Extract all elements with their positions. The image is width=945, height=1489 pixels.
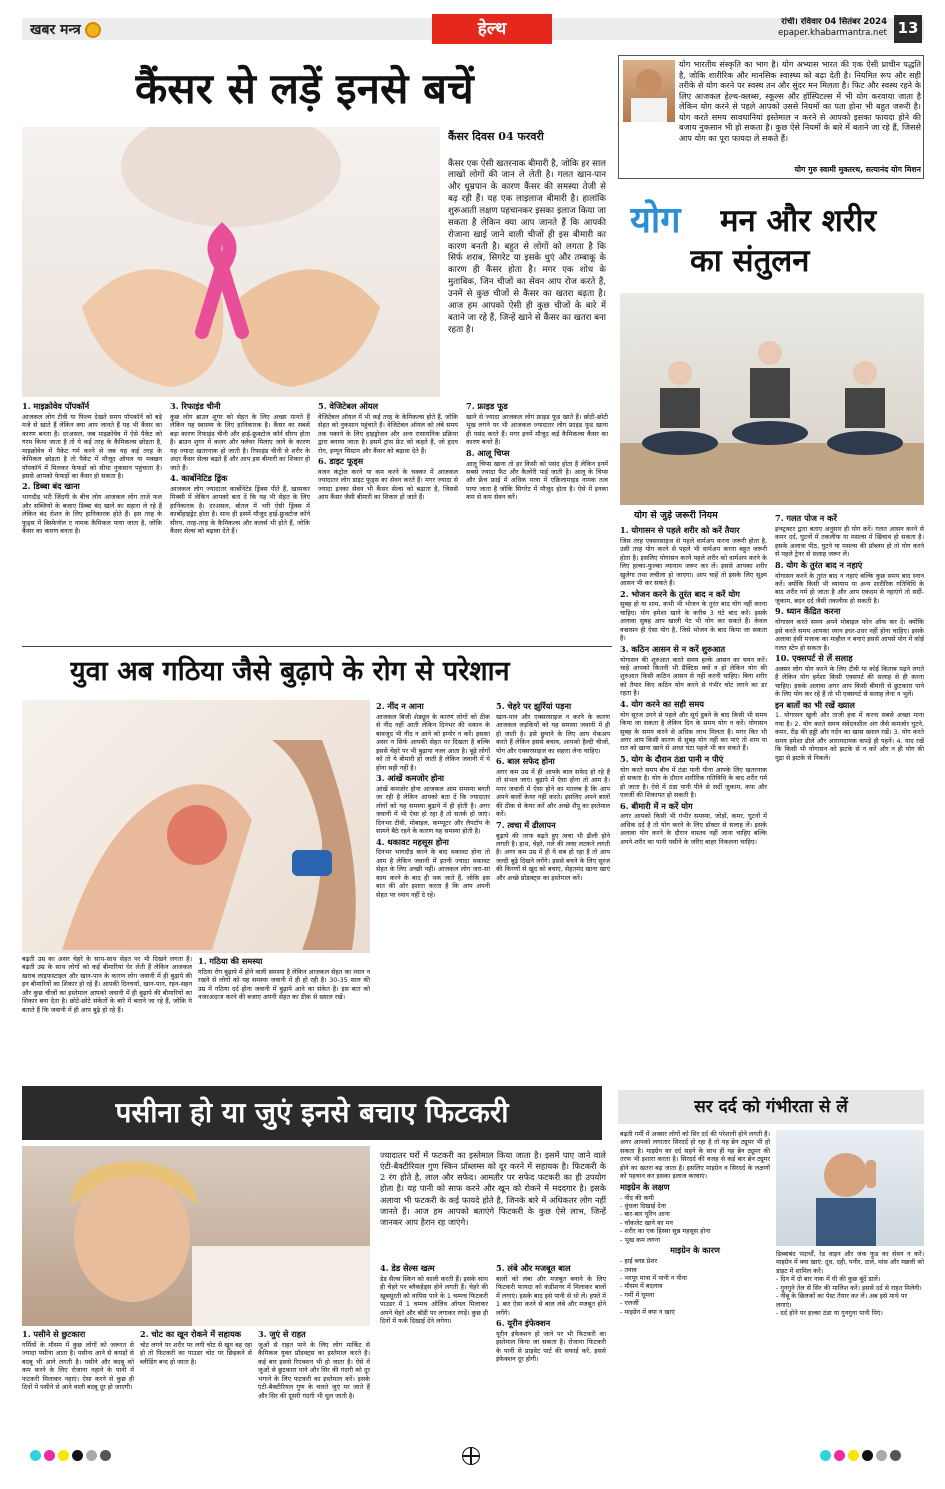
headache-cause: - गर्मी में घूमना <box>620 1290 655 1299</box>
yoga-rules-title: योग से जुड़े जरूरी नियम <box>634 510 718 521</box>
color-dots-right <box>820 1450 901 1461</box>
headache-col-1 <box>620 1130 770 1440</box>
cancer-item-text: आजकल लोग टीवी या फिल्म देखते समय पॉपकॉर्न को बड़े मजे से खाते हैं लेकिन क्या आप जानते हैं यह भी कैंसर का कारण बनता है। दरअसल, जब माइक्रोवेव में ऐसे पैकेट को गरम किया जाता है तो ये कई तरह के कैमिकल्स छोड़ता है, माइक्रोवेव में पैकेट गर्म करने से जब यह कई तरह के केमिकल छोड़ता है तो पैकेट में मौजूद ऑयल या मक्खन पॉपकॉर्न में मिलकर फेफड़ों को सीधा नुकसान पहुंचाता है। इससे आपको फेफड़ों का कैंसर हो सकता है। <box>22 412 162 481</box>
sweat-headline: पसीना हो या जुएं इनसे बचाए फिटकरी <box>115 1095 509 1129</box>
masthead <box>22 12 924 46</box>
yoga-headline-line2: मन और शरीर <box>720 203 877 239</box>
woman-spa-icon <box>22 1146 370 1326</box>
yoga-rule-heading: 2. भोजन करने के तुरंत बाद न करें योग <box>620 588 740 599</box>
sweat-col-3 <box>258 1328 370 1438</box>
sweat-item-text: गर्मियों के मौसम में कुछ लोगों को जरूरत से ज्यादा पसीना आता है। पसीना आने से कपड़ों से बदबू भी आने लगती है। पसीने और बदबू को कम करने के लिए रोजाना नहाने के पानी में फटकरी मिलाकर नहाएं। ऐसा करने से कुछ ही दिनों में पसीने से आने वाली बदबू दूर हो जाएगी। <box>22 1340 134 1392</box>
arthritis-item-text: दिनभर भागदौड़ करने के बाद थकावट होना तो आम है लेकिन जवानी में इतनी ज्यादा थकावट सेहत के लिए अच्छी नहीं। आजकल लोग जरा-सा काम करने के बाद ही थक जाते हैं, जोकि इस बात की ओर इशारा करता है कि आप अपनी सेहत पर ध्यान नहीं दे रहे। <box>376 848 490 899</box>
sweat-col-5 <box>496 1262 606 1438</box>
headache-remedy: - दर्द होने पर हल्का ठंडा या गुनगुना पानी पिएं। <box>776 1309 883 1318</box>
sweat-item-heading: 1. पसीने से छुटकारा <box>22 1329 86 1339</box>
yoga-rule-heading: 1. योगासन से पहले शरीर को करें तैयार <box>620 525 740 535</box>
headache-remedy: - गुनगुने तेल से सिर की मालिश करें। इससे दर्द से राहत मिलेगी। <box>776 1283 922 1292</box>
yoga-rule-heading: 3. कठिन आसन से न करें शुरुआत <box>620 643 726 654</box>
yoga-quote-box <box>618 55 924 179</box>
yoga-quote: योग भारतीय संस्कृति का भाग है। योग अभ्यास भारत की एक ऐसी प्राचीन पद्धति है, जोकि शारीरिक और मानसिक स्वास्थ्य को बढ़ा देती है। नियमित रूप और सही तरीके से योग करने पर स्वस्थ तन और सुंदर मन मिलता है। फिट और स्वस्थ रहने के लिए आजकल हेल्थ-क्लब्स, स्कूल्स और हॉस्पिटल्स में भी योग करवाया जाता है लेकिन योग करने से पहले आपको उससे नियमों का पता होना भी बहुत जरूरी है। योग करते समय सावधानियां इस्तेमाल न करने से आपको इसका फायदा होने की बजाय नुकसान भी हो सकता है। कुछ ऐसे नियमों के बारे में बताने जा रहे हैं, जिससे आप योग का पूरा फायदा ले सकते हैं। <box>679 59 921 143</box>
page-number: 13 <box>894 15 922 43</box>
cancer-item-heading: 6. डाइट फूड्स <box>318 456 364 467</box>
yoga-rule-heading: 8. योग के तुरंत बाद न नहाएं <box>775 559 863 570</box>
cancer-intro-box <box>448 130 606 400</box>
cancer-items <box>22 400 608 645</box>
yoga-rule-text: अगर आपको किसी भी गंभीर समस्या, जोड़ों, कमर, घुटनों में अधिक दर्द है तो योग करने के लिए डॉक्टर से सलाह लें। इसके अलावा योग करने के दौरान वास्तव नहीं जाना चाहिए बल्कि अपने शरीर का पानी पसीने के जरिए बाहर निकलना चाहिए। <box>620 812 767 846</box>
cancer-col-1 <box>22 400 162 645</box>
arthritis-item-heading: 2. नींद न आना <box>376 701 424 711</box>
color-dots-left <box>30 1450 111 1461</box>
yoga-rule-text: 1. योगासन खुली और ताजी हवा में करना सबसे अच्छा माना गया है। 2. योग करते समय संवेदनशील अंग जैसे कमजोर घुटने, कमर, रीढ़ की हड्डी और गर्दन का खास ख्याल रखें। 3. योग करते समय हमेशा ढीले और आरामदायक कपड़े ही पहनें। 4. याद रखें कि किसी भी योगासन को झटके से न करें और न ही योग की मुद्रा से झटके से निकलें। <box>775 711 924 762</box>
headache-cause: - हाई ब्लड प्रेशर <box>620 1257 658 1266</box>
cancer-item-heading: 4. कार्बोनेटिड ड्रिंक <box>170 473 228 484</box>
sweat-banner <box>22 1086 602 1140</box>
arthritis-col-b <box>198 955 370 1075</box>
registration-crosshair-icon <box>462 1447 480 1465</box>
yoga-rules-col-2 <box>775 512 924 1082</box>
headache-sign: - नींद की कमी <box>620 1193 654 1202</box>
arthritis-item-text: खान-पान और एक्सरसाइज न करने के कारण आजकल लड़कियों को यह समस्या जवानी में ही हो जाती है। इसे छुपाने के लिए आप मेकअप करते हैं लेकिन इससे बचाव, आपको हैल्दी चीजों, योग और एक्सरसाइज का सहारा लेना चाहिए। <box>496 712 610 755</box>
dateline: रांची। रविवार 04 सितंबर 2024 <box>781 17 887 27</box>
sweat-item-heading: 4. डेड सेल्स खत्म <box>380 1263 435 1273</box>
cancer-headline: कैंसर से लड़ें इनसे बचें <box>135 64 474 113</box>
yoga-headline-line3: का संतुलन <box>690 243 810 279</box>
cancer-item-heading: 7. फ्राइड फूड <box>466 401 508 411</box>
cancer-item-text: आजकल लोग ज्यादातर कार्बोनेटेड ड्रिंक्स पीते हैं, खासकर मिक्सी में लेकिन आपको बता दें कि यह भी सेहत के लिए हानिकारक है। दरअसल, बोतल में भरी ऐसी ड्रिंक्स में कार्बोहाइड्रेट होता है। साथ ही इसमें मौजूद हाई-फ्रुक्टोज कॉर्न सीरप, तरह-तरह के कैमिकल्स और कलर्स भी होते हैं, जोकि कैंसर सेल्स को बढ़ावा देते हैं। <box>170 484 310 536</box>
yoga-rule-text: सुबह हो या शाम, कभी भी भोजन के तुरंत बाद योग नहीं करना चाहिए। योग हमेशा खाने के करीब 3 घंटे बाद करें। इसके अलावा सुबह आप खाली पेट भी योग कर सकते हैं। केवल वज्रासन ही ऐसा योग है, जिसे भोजन के बाद किया जा सकता है। <box>620 600 767 643</box>
headache-causes-title: माइग्रेन के कारण <box>670 1245 720 1256</box>
yoga-rule-heading: 6. बीमारी में न करें योग <box>620 800 693 811</box>
registration-dot <box>820 1450 831 1461</box>
yoga-rule-heading: 4. योग करने का सही समय <box>620 698 705 709</box>
headache-signs-title: माइग्रेन के लक्षण <box>620 1181 670 1192</box>
registration-dot <box>848 1450 859 1461</box>
arthritis-col-a <box>22 955 192 1075</box>
headache-sign: - बार-बार यूरिन आना <box>620 1210 670 1219</box>
registration-dot <box>100 1450 111 1461</box>
yoga-rules-col-1 <box>620 524 767 1082</box>
registration-dot <box>30 1450 41 1461</box>
yoga-rule-heading: 9. ध्यान केंद्रित करना <box>775 606 841 617</box>
sweat-item-text: यूरीन इंफेक्शन हो जाने पर भी फिटकरी का इस्तेमाल किया जा सकता है। रोजाना फिटकरी के पानी से प्राइवेट पार्ट की सफाई करें, इससे इंफेक्शन दूर होगी। <box>496 1329 606 1364</box>
yoga-photo <box>620 293 924 505</box>
yoga-author: योग गुरु स्वामी मुक्तरथ, सत्यानंद योग मिशन <box>794 165 921 174</box>
yoga-rule-heading: 10. एक्सपर्ट से लें सलाह <box>775 652 853 663</box>
cancer-item-text: वेजिटेबल ऑयल में भी कई तरह के केमिकल्स होते हैं, जोकि सेहत को नुकसान पहुंचाते हैं। वेजिटेबल ऑयल को लंबे समय तक पकाने के लिए हाइड्रोजन और अन्य रासायनिक प्रक्रिया द्वारा बनाया जाता है। इसमें ट्रांस फ्रेट को कहते हैं, जो हृदय रोग, इम्यून सिस्टम और कैंसर को बढ़ावा देते हैं। <box>318 412 458 455</box>
sweat-item-heading: 2. चोट का खून रोकने में सहायक <box>140 1329 241 1339</box>
knee-pain-photo <box>22 700 370 953</box>
sweat-item-heading: 3. जुएं से राहत <box>258 1329 306 1339</box>
cancer-item-heading: 5. वेजिटेबल ऑयल <box>318 401 379 411</box>
cancer-intro: कैंसर एक ऐसी खतरनाक बीमारी है, जोकि हर साल लाखों लोगों की जान ले लेती है। गलत खान-पान और धूम्रपान के कारण कैंसर की समस्या तेजी से बढ़ रही हैं। यह एक लाइलाज बीमारी है। हालांकि शुरूआती लक्षण पहचानकर इसका इलाज किया जा सकता है लेकिन क्या आप जानते हैं कि आपकी रोजाना खाई जाने वाली चीजों ही इस बीमारी का कारण बनती है। बहुत से लोगों को लगता है कि सिर्फ शराब, सिगरेट या इसके धुएं और तम्बाकू के कारण ही कैंसर होता है। मगर एक शोध के मुताबिक, जिन चीजों का सेवन आप रोज करते हैं, उनमें से कुछ चीजों से कैंसर का खतरा बढ़ता है। आज हम आपको ऐसी ही कुछ चीजों के बारे में बताने जा रहे हैं, जिन्हें खाने से कैंसर का खतरा बना रहता है। <box>448 158 606 335</box>
headache-headline: सर दर्द को गंभीरता से लें <box>694 1096 848 1117</box>
cancer-item-text: कुछ लोग ब्राउन शुगर को सेहत के लिए अच्छा मानते हैं लेकिन यह स्वास्थ्य के लिए हानिकारक है। कैंसर का सबसे बड़ा कारण रिफाइंड चीनी और हाई-फ्रुक्टोज कॉर्न सीरप होता है। ब्राउन शुगर में कलर और फ्लेवर मिलाए जाने के कारण यह ज्यादा खतरनाक हो जाती है। रिफाइंड चीनी से शरीर के अंदर कैंसर सेल्स बढ़ते हैं और आप इस बीमारी का शिकार हो जाते हैं। <box>170 412 310 472</box>
headache-photo <box>776 1130 924 1246</box>
cancer-item-heading: 2. डिब्बा बंद खाना <box>22 481 80 492</box>
sweat-col-2 <box>140 1328 252 1438</box>
yoga-rule-heading: इन बातों का भी रखें ख्याल <box>775 699 855 710</box>
man-headache-icon <box>776 1130 924 1246</box>
sweat-intro: ज्यादातर घरों में फटकरी का इस्तेमाल किया जाता है। इसमें पाए जाने वाले एंटी-बैक्टीरियल गुण स्किन प्रॉब्लम्स को दूर करने में सहायक है। फिटकरी के 2 रंग होते है, लाल और सफेद। आमतौर पर सफेद फटकरी का ही उपयोग होता है। यह पानी को साफ करने और खून को रोकने में मददगार है। इसके अलावा भी फटकरी के कई फायदे होते है, जिनके बारे में अधिकतर लोग नहीं जानते हैं। आज हम आपको बताएंगे फिटकरी के कुछ ऐसे लाभ, जिन्हें जानकर आप हैरान रह जाएंगे। <box>380 1150 606 1227</box>
headache-cause: - तनाव <box>620 1265 637 1274</box>
site-url: epaper.khabarmantra.net <box>778 28 887 39</box>
arthritis-item-text: गठिया रोग बुढ़ापे में होने वाली समस्या है लेकिन आजकल सेहत का ध्यान न रखने से लोगों को यह समस्या जवानी में ही हो रही है। 30-35 साल की उम्र में गठिया दर्द होना जवानी में बुढ़ापे आने का संकेत है। इस बात को नजरअंदाज करने की बजाए अपनी सेहत का ठीक से ख्याल रखें। <box>198 967 370 1002</box>
arthritis-item-heading: 7. त्वचा में ढीलापन <box>496 819 556 830</box>
dateline-box <box>722 17 887 41</box>
yoga-headline-word: योग <box>630 199 681 241</box>
arthritis-item-heading: 5. चेहरे पर झुर्रियां पड़ना <box>496 701 572 711</box>
arthritis-item-heading: 3. आंखें कमजोर होना <box>376 773 445 784</box>
headache-remedy: - नींबू के छिलकों का पेस्ट तैयार कर लें। अब इसे माथे पर लगाएं। <box>776 1292 908 1309</box>
sweat-item-text: चोट लगने पर शरीर पर लगी चोट से खून बह रहा हो तो फिटकरी का पाउडर चोट पर छिड़कने से ब्लीडिंग बन्द हो जाता है। <box>140 1340 252 1366</box>
headache-avoid: डिब्बाबंद पदार्थों, रेड वाइन और जंक फूड का सेवन न करें। माइग्रेन में क्या खाएं: दूध, दही, पनीर, दालें, मांस और मछली को डाइट में शामिल करें। <box>776 1250 924 1275</box>
headache-sign: - धुंधला दिखाई देना <box>620 1202 666 1211</box>
cancer-ribbon-photo <box>22 127 440 397</box>
headache-col-2 <box>776 1250 924 1440</box>
arthritis-intro: बढ़ती उम्र का असर चेहरे के साथ-साथ सेहत पर भी दिखने लगता है। बढ़ती उम्र के साथ लोगों को कई बीमारियां घेर लेती हैं लेकिन आजकल खराब लाइफस्टाइल और खान-पान के कारण लोग जवानी में ही बुढ़ापे की इन बीमारियों का शिकार हो रहे हैं। आपकी दिनचर्या, खान-पान, रहन-सहन और कुछ चीजों का इस्तेमाल आपको जवानी में ही बुढ़ापे की बीमारियों का शिकार बना देता है। छोटे-छोटे संकेतों के बारे में बताने जा रहे हैं, जोकि ये बताते हैं कि जवानी में ही आप बुढ़े हो रहे हैं। <box>22 955 192 1014</box>
yoga-people-icon <box>620 293 924 505</box>
registration-dot <box>58 1450 69 1461</box>
arthritis-item-heading: 4. थकावट महसूस होना <box>376 836 449 847</box>
cancer-day: कैंसर दिवस 04 फरवरी <box>448 130 544 143</box>
sweat-item-heading: 5. लंबे और मजबूत बाल <box>496 1263 571 1273</box>
arthritis-col-d <box>496 700 610 1075</box>
registration-dot <box>890 1450 901 1461</box>
cancer-item-heading: 1. माइक्रोवेव पॉपकॉर्न <box>22 401 90 411</box>
cancer-item-text: वजन कंट्रोल करने या कम करने के चक्कर में आजकल ज्यादातर लोग डाइट फूड्स का सेवन करते हैं। मगर ज्यादा से ज्यादा इनका सेवन भी कैंसर सेल्स को बढ़ाता है, जिससे आप कैंसर जैसी बीमारी का शिकार हो जाते हैं। <box>318 467 458 502</box>
sweat-item-text: जुओं से राहत पाने के लिए लोग मार्किट से कैमिकल युक्त प्रॉडक्ट्स का इस्तेमाल करते है। कई बार इससे रिएक्शन भी हो जाता है। ऐसे में जुओं से छुटकारा पाने और सिर की गंदगी को दूर भगाने के लिए फटकरी का इस्तेमाल करें। इसके एंटी-बैक्टीरियल गुण के चलते जुएं मर जाते हैं और सिर की दूसरी गंदगी भी धुल जाती है। <box>258 1340 370 1400</box>
yoga-rule-text: अक्सर लोग योग करने के लिए टीवी या कोई किताब पढ़ने लगते हैं लेकिन योग हमेशा किसी एक्सपर्ट की सलाह से ही करना चाहिए। इसके अलावा अगर आप किसी बीमारी से छुटकारा पाने के लिए योग कर रहे हैं तो भी एक्सपर्ट से सलाह लेना न भूलें। <box>775 664 924 699</box>
yoga-rule-text: योगासन की शुरुआत करते समय हल्के आसन का चयन करें। चाहे आपको कितनी भी प्रैक्टिस क्यों न हो लेकिन योग की शुरुआत किसी कठिन आसन से नहीं करनी चाहिए। बिना शरीर को तैयार किए कठिन योग करने से गंभीर चोट लगने का डर रहता है। <box>620 655 767 698</box>
arthritis-rule-line <box>22 646 612 647</box>
registration-dot <box>44 1450 55 1461</box>
logo: खबर मन्त्र <box>30 19 101 41</box>
arthritis-item-text: बुढ़ापे की तरफ बढ़ते हुए त्वचा भी ढीली होने लगती है। हाथ, चेहरे, गले की त्वचा लटकने लगती है। अगर कम उम्र में ही ये सब हो रहा है तो आप जल्दी बूढ़े दिखने लगेंगे। इससे बचने के लिए सूरज की किरणों से खुद को बचाएं, सेहतमंद खाना खाएं और अच्छे प्रोडक्ट्स का इस्तेमाल करें। <box>496 831 610 882</box>
cancer-item-heading: 8. आलू चिप्स <box>466 447 510 458</box>
yoga-rule-text: योगासन करते समय अपने मोबाइल फोन ऑफ कर दें। क्योंकि इसे करते समय आपका ध्यान इधर-उधर नहीं होना चाहिए। इसके अलावा हंसी मजाक का माहौल न बनाएं इससे आपसे योग में कोई गलत स्टेप हो सकता है। <box>775 618 924 652</box>
yoga-rule-text: योग सूरज उगने से पहले और सूर्य डूबने के बाद किसी भी समय किया जा सकता है लेकिन दिन के समय योग न करें। योगासन सुबह के समय करने से अधिक लाभ मिलता है। मगर किर भी अगर आप किसी कारण से सुबह योग नहीं कर पाएं तो शाम या रात को खाना खाने से आधा घंटा पहले भी कर सकते हैं। <box>620 710 767 753</box>
arthritis-item-text: अगर कम उम्र में ही आपके बाल सफेद हो रहे हैं तो संभल जाएं। बुढ़ापे में ऐसा होना तो आम है। मगर जवानी में ऐसा होने का मतलब है कि आप अपने बालों केयर नहीं करते। इसलिए अपने बालों की ठीक से केयर करें और अच्छे शैंपू का इस्तेमाल करें। <box>496 767 610 819</box>
headache-intro: बढ़ती गर्मी में अक्सर लोगों को सिर दर्द की परेशानी होने लगती है। अगर आपको लगातार सिरदर्द हो रहा है तो यह ब्रेन ट्यूमर भी हो सकता है। माइग्रेन का दर्द सहने के साथ ही यह ब्रेन ट्यूमर की तरफ भी इशारा करता है। सिरदर्द की वजह से कई बार ब्रेन ट्यूमर होने का खतरा बढ़ जाता है। इसलिए माइग्रेन व सिरदर्द के लक्षणों को पहचान कर इसका इलाज करवाएं। <box>620 1130 770 1181</box>
cancer-item-text: आलू चिप्स खाना तो हर किसी को पसंद होता है लेकिन इनमें सबसे ज्यादा फैट और कैलोरी पाई जाती है। आलू के चिप्स और फ्रेंच फ्राई में अधिक मात्रा में एक्रिलामाइड नामक तत्व पाया जाता है जोकि सिगरेट में मौजूद होता है। ऐसे में इनका कम से कम सेवन करें। <box>466 459 608 502</box>
headache-remedy: - दिन में दो बार नाक में घी की कुछ बूंदें डालें। <box>776 1275 881 1284</box>
arthritis-item-text: आजकल बिजी शेड्यूल के कारण लोगों को ठीक से नींद नहीं आती लेकिन दिनभर की थकान के बावजूद भी नींद न आने को इग्नोर न करें। इसका असर न सिर्फ आपकी सेहत पर दिखता है बल्कि इससे चेहरे पर भी बुढ़ापा नजर आता है। बूढ़े लोगों को तो ये बीमारी हो जाती है लेकिन जवानी में ये होना सही नहीं है। <box>376 712 490 772</box>
yoga-rule-text: जिस तरह एक्सरसाइज से पहले वार्मअप करना जरूरी होता है, उसी तरह योग करने से पहले भी वार्मअप करना बहुत जरूरी होता है। इसलिए योगासन करने पहले शरीर को वार्मअप करने के लिए हल्का-फुल्का व्यायाम जरूर कर लें। इससे आपका शरीर खुलेगा तथा लचीला हो जाएगा। आप चाहें तो इसके लिए सूक्ष्म आसन भी कर सकते हैं। <box>620 536 767 588</box>
yoga-rule-heading: 7. गलत पोज न करें <box>775 513 837 523</box>
registration-dot <box>862 1450 873 1461</box>
registration-dot <box>876 1450 887 1461</box>
registration-dot <box>834 1450 845 1461</box>
headache-cause: - मौसम में बदलाव <box>620 1282 663 1291</box>
headache-banner <box>618 1090 924 1124</box>
logo-mark-icon <box>85 22 101 38</box>
headache-sign: - शरीर का एक हिस्सा सुन्न महसूस होना <box>620 1227 711 1236</box>
author-photo <box>623 60 675 122</box>
cancer-col-4 <box>466 400 608 645</box>
yoga-rule-text: इन्स्ट्रक्टर द्वारा बताए अनुसार ही योग करें। गलत आसन करने से कमर दर्द, घुटनों में तकलीफ या मसल्स में खिंचाव हो सकता है। इसके अलावा पीठ, घुटने या मसल्स की प्रॉब्लम हो तो योग करने से पहले ट्रेनर से सलाह जरूर लें। <box>775 524 924 559</box>
cancer-item-heading: 3. रिफाइंड चीनी <box>170 401 221 411</box>
knee-joint-icon <box>22 700 370 953</box>
registration-dot <box>72 1450 83 1461</box>
cancer-col-2 <box>170 400 310 645</box>
arthritis-item-heading: 1. गठिया की समस्या <box>198 956 263 966</box>
headache-sign: - चॉकलेट खाने का मन <box>620 1218 673 1227</box>
arthritis-col-c <box>376 700 490 1075</box>
sweat-item-text: बालों को लंबा और मजबूत बनाने के लिए फिटकरी फायदा को कंडीशनर में मिलाकर बालों में लगाएं। इसके बाद इसे पानी से धो लें। हफ्ते में 1 बार ऐसा करने से बाल लंबे और मजबूत होने लगेंगे। <box>496 1274 606 1317</box>
arthritis-item-text: आंखें कमजोर होना आजकल आम समस्या बनती जा रही है लेकिन आपको बता दें कि ज्यादातर लोगों को यह समस्या बुढ़ापे में ही होती है। अगर जवानी में भी ऐसा हो रहा है तो सतर्क हो जाएं। दिनभर टीवी, मोबाइल, कम्प्यूटर और लैपटॉप के सामने बैठे रहने के कारण यह समस्या होती है। <box>376 784 490 836</box>
author-portrait-icon <box>623 60 675 122</box>
sweat-col-4 <box>380 1262 488 1438</box>
arthritis-headline: युवा अब गठिया जैसे बुढ़ापे के रोग से परेशान <box>70 656 510 687</box>
crosshair-v <box>470 1447 472 1465</box>
hands-ribbon-icon <box>22 127 440 397</box>
headache-cause: - माइग्रेन में क्या न खाएं <box>620 1307 675 1316</box>
cancer-item-text: भागदौड़ भरी जिंदगी के बीच लोग आजकल लोग ताजे फल और सब्जियों के बजाए डिब्बा बंद खाने का सहारा ले रहे हैं लेकिन बंद रोशन के लिए हानिकारक होते हैं। इस तरह के फूड्स में बिस्फेनॉल ए नामक कैमिकल पाया जाता है, जोकि कैंसर का कारण बनता है। <box>22 493 162 536</box>
headache-cause: - भरपूर मात्रा में पानी न पीना <box>620 1274 687 1283</box>
yoga-rule-text: योग करते समय बीच में ठंडा पानी पीना आपके लिए खतरनाक हो सकता है। योग के दौरान शारीरिक गतिविधि के बाद शरीर गर्म हो जाता है। ऐसे में ठंडा पानी पीने से सर्दी जुकाम, कफ और एलर्जी की शिकायत हो सकती है। <box>620 765 767 800</box>
sweat-item-text: डेड सैल्स स्किन को काली करती हैं। इसके साथ ही चेहरे पर ब्लैकहेड्स होने लगती हैं। चेहरे की खूबसूरती को वापिस पाने के 1 चम्मच फिटकरी पाउडर में 1 चम्मच ऑलिव ऑयल मिलाकर अपने चेहरे और बॉडी पर लगाकर रगड़ें। कुछ ही दिनों में फर्क दिखाई देने लगेगा। <box>380 1274 488 1326</box>
cancer-col-3 <box>318 400 458 645</box>
yoga-rule-heading: 5. योग के दौरान ठंडा पानी न पीएं <box>620 753 724 764</box>
cancer-item-text: खाने से ज्यादा आजकल लोग फ्राइड फूड खाते हैं। छोटी-छोटी भूख लगने पर भी आजकल ज्यादातर लोग फ्राइड फूड खाना ही पसंद करते हैं। मगर इनमें मौजूद कई कैमिकल्स कैंसर का कारण बनते हैं। <box>466 412 608 447</box>
woman-photo <box>22 1146 370 1326</box>
arthritis-item-heading: 6. बाल सफेद होना <box>496 756 555 767</box>
headache-sign: - भूख कम लगना <box>620 1235 660 1244</box>
registration-dot <box>86 1450 97 1461</box>
yoga-rule-text: योगासन करने के तुरंत बाद न नहाएं बल्कि कुछ समय बाद स्नान करें। क्योंकि किसी भी व्यायाम या अन्य शारीरिक गतिविधि के बाद शरीर गर्म हो जाता है और आप एकदम से नहाएंगे तो सर्दी-जुकाम, बदन दर्द जैसी तकलीफ हो सकती है। <box>775 571 924 605</box>
sweat-item-heading: 6. यूरीन इंफेक्शन <box>496 1318 551 1329</box>
sweat-col-1 <box>22 1328 134 1438</box>
headache-cause: - एलर्जी <box>620 1299 639 1308</box>
section-tag: हेल्थ <box>432 14 552 44</box>
